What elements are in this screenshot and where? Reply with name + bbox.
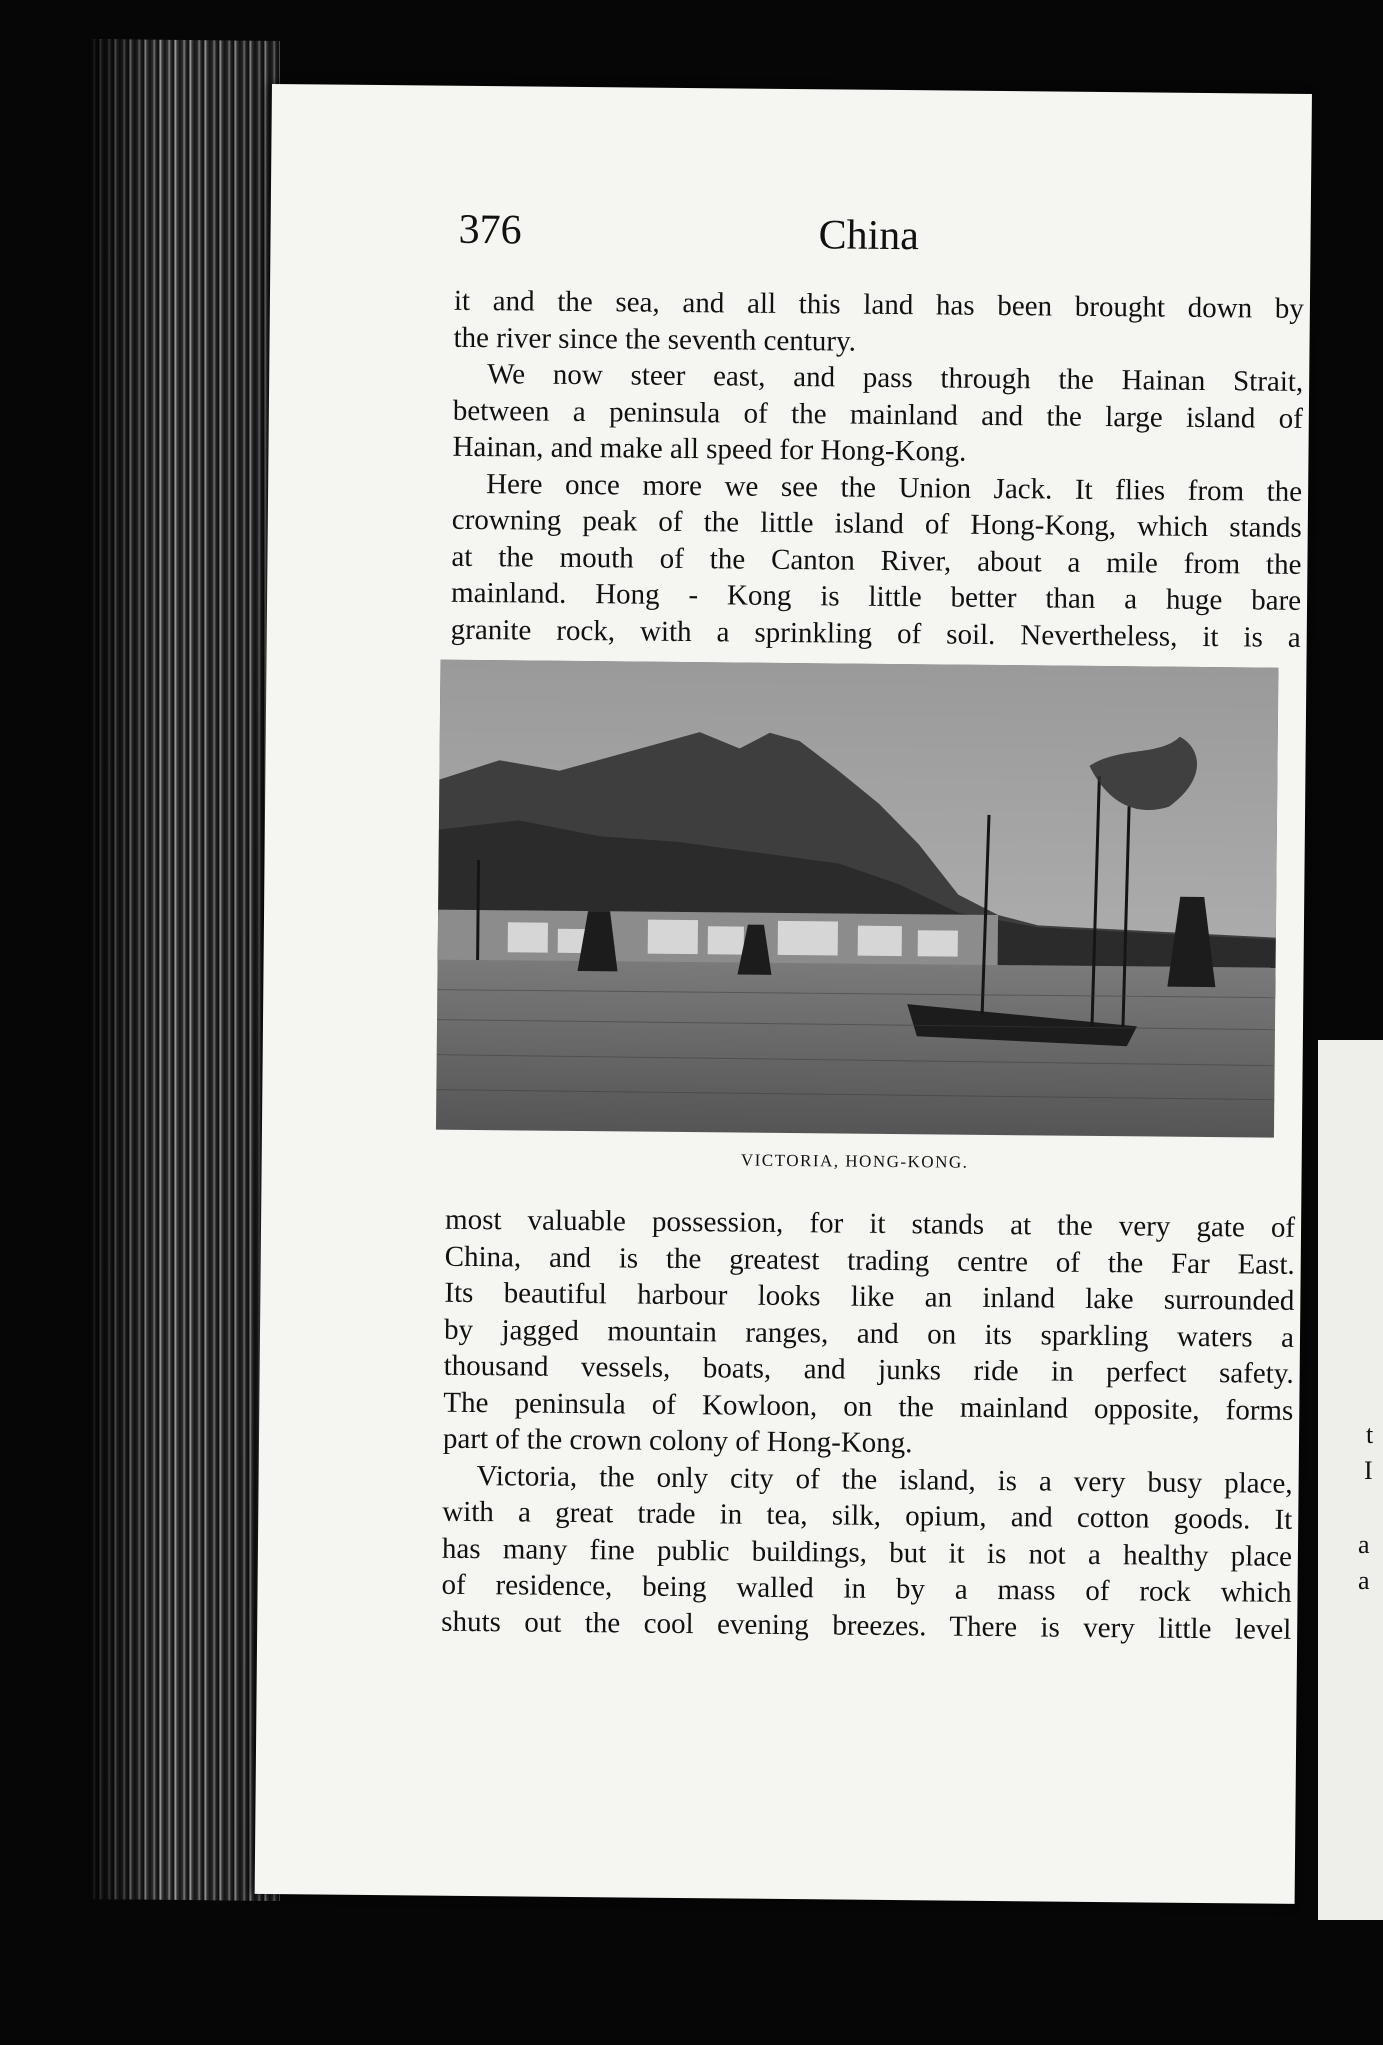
harbour-engraving [436, 660, 1278, 1138]
text-line: The peninsula of Kowloon, on the mainland opposite, forms [443, 1386, 1294, 1427]
facing-page-fragment: a [1358, 1530, 1370, 1559]
text-line: most valuable possession, for it stands at the very gate of [444, 1203, 1296, 1244]
text-line: of residence, being walled in by a mass of rock which [441, 1568, 1292, 1609]
text-line: it and the sea, and all this land has been brought down by [453, 284, 1305, 325]
book-page-edges [90, 39, 280, 1901]
text-line: with a great trade in tea, silk, opium, and cotton goods. It [442, 1495, 1293, 1536]
text-line: by jagged mountain ranges, and on its sparkling waters a [443, 1313, 1295, 1354]
text-line: between a peninsula of the mainland and the large island of [452, 394, 1303, 435]
text-line: granite rock, with a sprinkling of soil. Nevertheless, it is a [450, 613, 1301, 654]
page-number: 376 [458, 206, 522, 254]
text-line: the river since the seventh century. [453, 321, 857, 358]
text-line: Its beautiful harbour looks like an inland lake surrounded [444, 1276, 1295, 1317]
text-line: Victoria, the only city of the island, is a very busy place, [476, 1459, 1293, 1500]
text-line: China, and is the greatest trading centre of the Far East. [444, 1240, 1295, 1281]
text-line: mainland. Hong - Kong is little better than a huge bare [450, 576, 1302, 617]
figure-caption: VICTORIA, HONG-KONG. [740, 1150, 969, 1172]
text-line: We now steer east, and pass through the Hainan Strait, [487, 358, 1304, 398]
page-header [458, 206, 1239, 273]
book-page [255, 84, 1312, 1904]
text-line: Here once more we see the Union Jack. It flies from the [486, 467, 1303, 508]
facing-page-sliver [1318, 1040, 1383, 1920]
text-line: has many fine public buildings, but it is not a healthy place [441, 1532, 1293, 1573]
body-text-top [451, 283, 1304, 656]
text-line: crowning peak of the little island of Hong-Kong, which stands [451, 503, 1302, 544]
text-line: at the mouth of the Canton River, about a mile from the [451, 540, 1302, 581]
body-text-bottom [441, 1202, 1295, 1648]
illustration-victoria-harbour [436, 660, 1278, 1138]
facing-page-fragment: t [1366, 1420, 1374, 1449]
text-line: part of the crown colony of Hong-Kong. [442, 1422, 913, 1460]
text-line: thousand vessels, boats, and junks ride in perfect safety. [443, 1349, 1294, 1390]
running-title: China [818, 212, 920, 260]
text-line: shuts out the cool evening breezes. There is very little level [441, 1605, 1292, 1646]
facing-page-fragment: a [1358, 1566, 1370, 1595]
text-line: Hainan, and make all speed for Hong-Kong. [452, 430, 967, 468]
facing-page-fragment: I [1364, 1456, 1373, 1485]
